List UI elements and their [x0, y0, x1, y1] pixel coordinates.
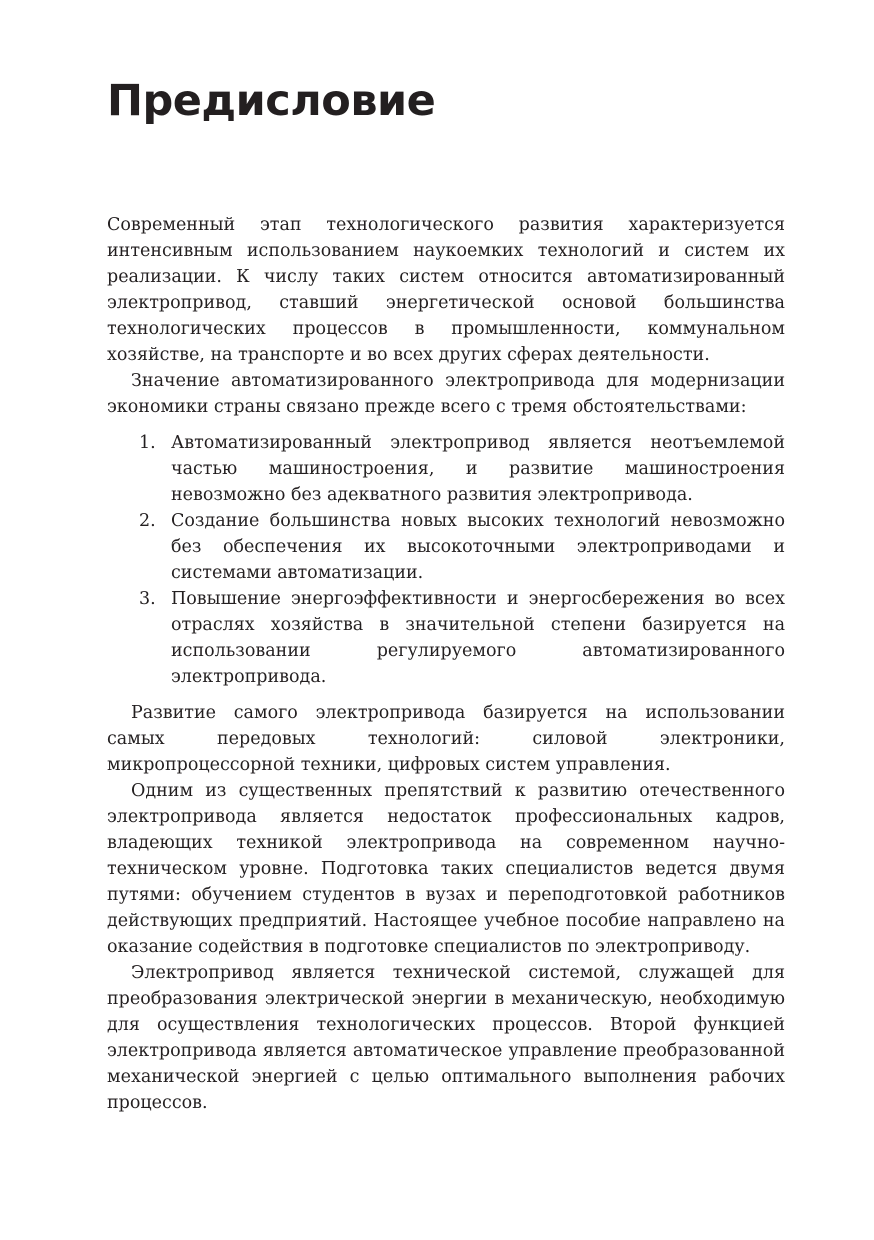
list-item-number: 3. [139, 589, 156, 609]
list-item-text: Повышение энергоэффективности и энергосбережения во всех отраслях хозяйства в значительной степени базируется на использовании регулируемого автоматизированного электропривода. [171, 589, 785, 687]
paragraph-definition: Электропривод является технической системой, служащей для преобразования электрической энергии в механическую, необходимую для осуществления технологических процессов. Второй функцией электропривода является автоматическое управление преобразованной механической энергией с целью оптимального выполнения рабочих процессов. [107, 963, 785, 1113]
body-text [107, 212, 785, 1116]
paragraph-significance: Значение автоматизированного электропривода для модернизации экономики страны связано прежде всего с тремя обстоятельствами: [107, 371, 785, 417]
page-title: Предисловие [107, 76, 436, 126]
paragraph-development: Развитие самого электропривода базируется на использовании самых передовых технологий: силовой электроники, микропроцессорной техники, цифровых систем управления. [107, 703, 785, 775]
list-item-number: 2. [139, 511, 156, 531]
list-item-text: Создание большинства новых высоких технологий невозможно без обеспечения их высокоточными электроприводами и системами автоматизации. [171, 511, 785, 583]
paragraph-obstacles: Одним из существенных препятствий к развитию отечественного электропривода является недостаток профессиональных кадров, владеющих техникой электропривода на современном научно-техническом уровне. Подготовка таких специалистов ведется двумя путями: обучением студентов в вузах и переподготовкой работников действующих предприятий. Настоящее учебное пособие направлено на оказание содействия в подготовке специалистов по электроприводу. [107, 781, 785, 957]
numbered-list [107, 430, 785, 690]
list-item [107, 586, 785, 690]
list-item-number: 1. [139, 433, 156, 453]
list-item [107, 430, 785, 508]
paragraph-intro: Современный этап технологического развития характеризуется интенсивным использованием наукоемких технологий и систем их реализации. К числу таких систем относится автоматизированный электропривод, ставший энергетической основой большинства технологических процессов в промышленности, коммунальном хозяйстве, на транспорте и во всех других сферах деятельности. [107, 215, 785, 365]
list-item [107, 508, 785, 586]
list-item-text: Автоматизированный электропривод является неотъемлемой частью машиностроения, и развитие машиностроения невозможно без адекватного развития электропривода. [171, 433, 785, 505]
